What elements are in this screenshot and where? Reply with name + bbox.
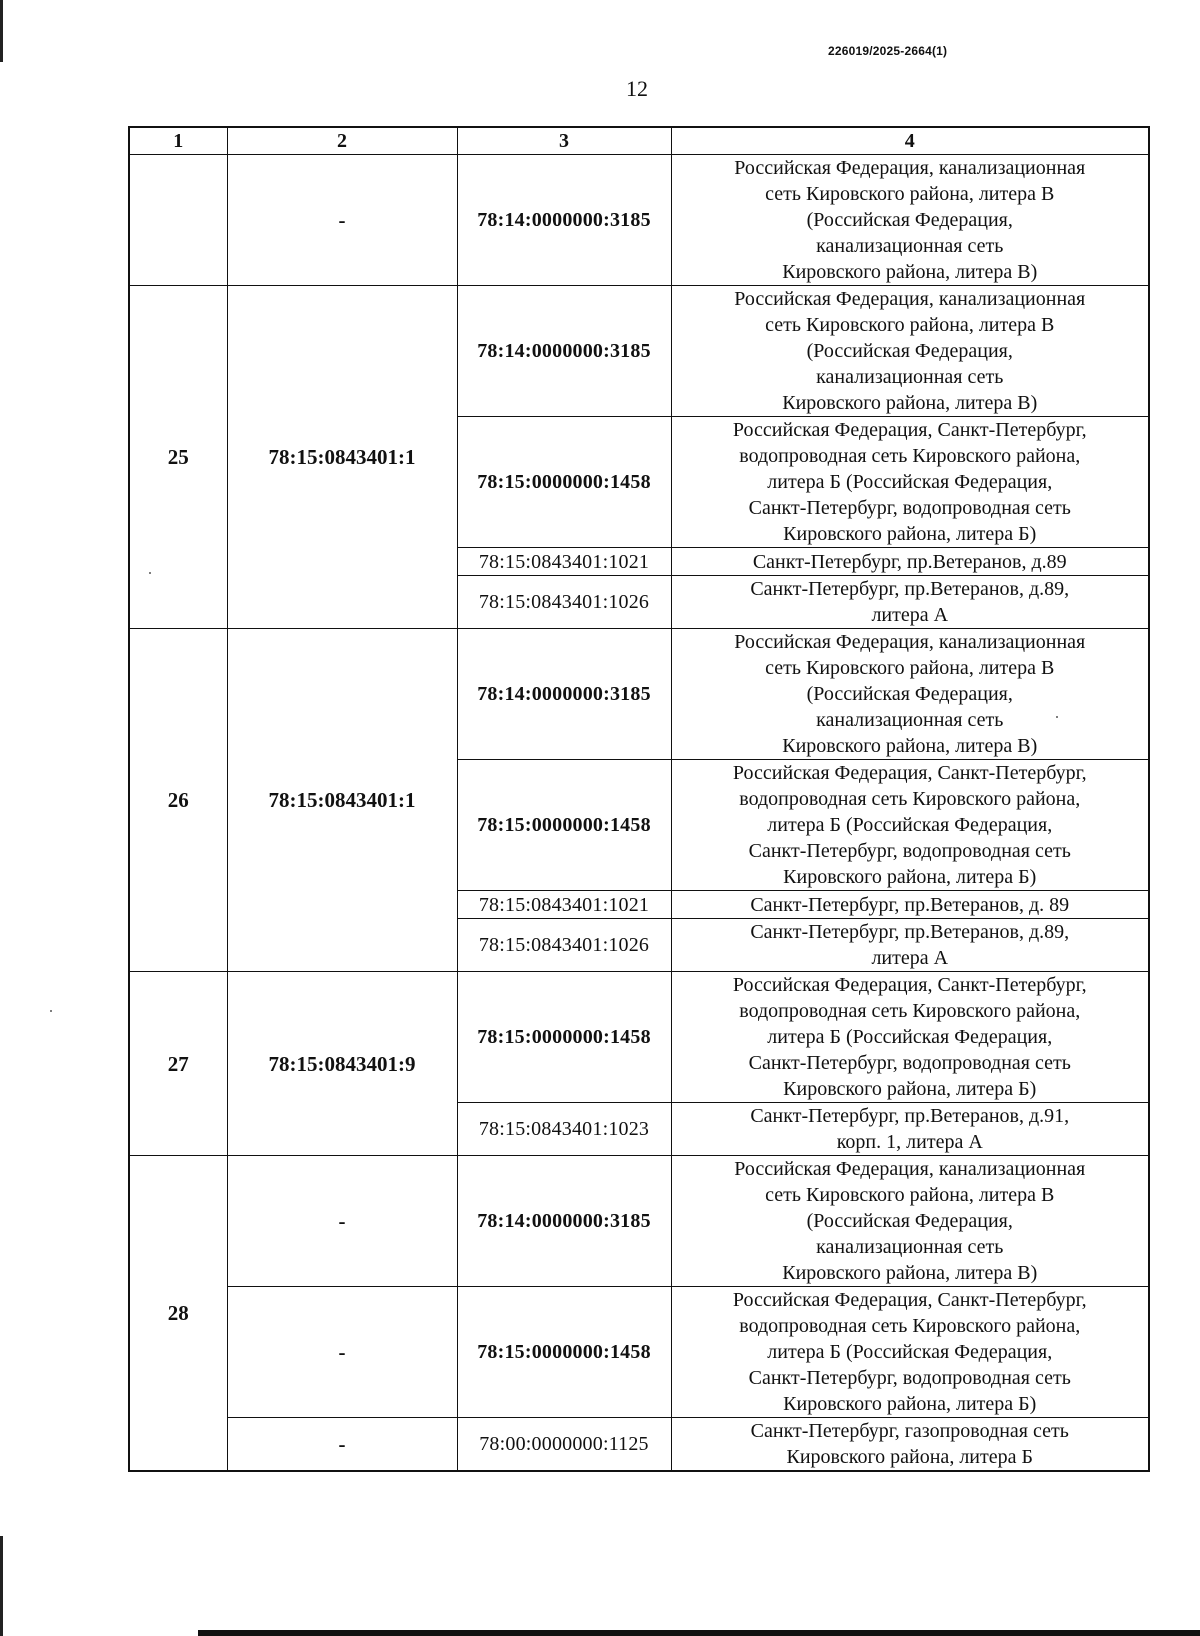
address-line: (Российская Федерация,	[806, 1210, 1013, 1232]
register-table-wrapper	[128, 126, 1148, 1472]
address-line: (Российская Федерация,	[806, 683, 1013, 705]
address-line: Санкт-Петербург, водопроводная сеть	[748, 1367, 1071, 1389]
address-line: корп. 1, литера А	[836, 1131, 983, 1153]
address-line: Российская Федерация, канализационная	[734, 631, 1086, 653]
column-header-1: 1	[129, 127, 227, 155]
address-line: Кировского района, литера Б)	[783, 523, 1037, 545]
object-cadastral-cell: 78:14:0000000:3185	[457, 286, 671, 417]
parcel-cadastral-cell: -	[227, 1418, 457, 1472]
object-cadastral-cell: 78:15:0000000:1458	[457, 1287, 671, 1418]
address-cell	[671, 1156, 1149, 1287]
address-line: Кировского района, литера В)	[782, 392, 1038, 414]
object-cadastral-cell: 78:15:0000000:1458	[457, 760, 671, 891]
address-line: Кировского района, литера В)	[782, 261, 1038, 283]
address-line: Санкт-Петербург, пр.Ветеранов, д.91,	[750, 1105, 1070, 1127]
parcel-cadastral-cell: -	[227, 1156, 457, 1287]
address-line: водопроводная сеть Кировского района,	[739, 445, 1081, 467]
row-number-cell: 28	[129, 1156, 227, 1472]
address-line: (Российская Федерация,	[806, 340, 1013, 362]
object-cadastral-cell: 78:00:0000000:1125	[457, 1418, 671, 1472]
row-number-cell: 26	[129, 629, 227, 972]
address-line: сеть Кировского района, литера В	[765, 183, 1055, 205]
column-header-2: 2	[227, 127, 457, 155]
address-line: Кировского района, литера В)	[782, 735, 1038, 757]
parcel-cadastral-cell: 78:15:0843401:1	[227, 286, 457, 629]
address-cell	[671, 155, 1149, 286]
address-cell	[671, 891, 1149, 919]
address-line: Санкт-Петербург, газопроводная сеть	[750, 1420, 1069, 1442]
address-cell	[671, 548, 1149, 576]
address-line: Кировского района, литера Б)	[783, 1393, 1037, 1415]
table-row	[129, 629, 1149, 760]
parcel-cadastral-cell: 78:15:0843401:1	[227, 629, 457, 972]
table-row	[129, 972, 1149, 1103]
table-header-row	[129, 127, 1149, 155]
address-line: Санкт-Петербург, пр.Ветеранов, д.89	[752, 550, 1067, 573]
table-row	[129, 1418, 1149, 1472]
scan-edge-bottom	[198, 1630, 1200, 1636]
register-table	[128, 126, 1150, 1472]
object-cadastral-cell: 78:15:0843401:1026	[457, 919, 671, 972]
object-cadastral-cell: 78:15:0843401:1026	[457, 576, 671, 629]
address-cell	[671, 760, 1149, 891]
address-line: Российская Федерация, канализационная	[734, 288, 1086, 310]
address-cell	[671, 629, 1149, 760]
table-body	[129, 155, 1149, 1472]
scan-edge-left-bottom	[0, 1536, 3, 1636]
parcel-cadastral-cell: -	[227, 1287, 457, 1418]
column-header-4: 4	[671, 127, 1149, 155]
parcel-cadastral-cell: 78:15:0843401:9	[227, 972, 457, 1156]
address-line: Санкт-Петербург, водопроводная сеть	[748, 1052, 1071, 1074]
address-line: Кировского района, литера Б)	[783, 1078, 1037, 1100]
row-number-cell: 25	[129, 286, 227, 629]
address-cell	[671, 972, 1149, 1103]
address-line: канализационная сеть	[816, 1236, 1004, 1258]
object-cadastral-cell: 78:14:0000000:3185	[457, 155, 671, 286]
row-number-cell	[129, 155, 227, 286]
address-line: канализационная сеть	[816, 709, 1004, 731]
address-line: сеть Кировского района, литера В	[765, 1184, 1055, 1206]
address-cell	[671, 1418, 1149, 1472]
address-line: канализационная сеть	[816, 366, 1004, 388]
address-cell	[671, 576, 1149, 629]
scan-speck	[50, 1010, 52, 1012]
address-line: сеть Кировского района, литера В	[765, 657, 1055, 679]
address-line: канализационная сеть	[816, 235, 1004, 257]
object-cadastral-cell: 78:15:0843401:1021	[457, 891, 671, 919]
page-number: 12	[626, 76, 648, 101]
address-line: литера А	[871, 947, 949, 969]
parcel-cadastral-cell: -	[227, 155, 457, 286]
address-line: сеть Кировского района, литера В	[765, 314, 1055, 336]
address-line: Кировского района, литера Б)	[783, 866, 1037, 888]
address-line: Российская Федерация, канализационная	[734, 1158, 1086, 1180]
address-line: литера Б (Российская Федерация,	[767, 1026, 1053, 1048]
table-row	[129, 286, 1149, 417]
address-line: Российская Федерация, Санкт-Петербург,	[732, 419, 1087, 441]
address-line: литера А	[871, 604, 949, 626]
address-cell	[671, 417, 1149, 548]
object-cadastral-cell: 78:14:0000000:3185	[457, 629, 671, 760]
address-line: Российская Федерация, Санкт-Петербург,	[732, 762, 1087, 784]
object-cadastral-cell: 78:15:0843401:1023	[457, 1103, 671, 1156]
address-line: Санкт-Петербург, пр.Ветеранов, д. 89	[750, 893, 1070, 916]
address-cell	[671, 1287, 1149, 1418]
address-line: водопроводная сеть Кировского района,	[739, 1000, 1081, 1022]
address-cell	[671, 1103, 1149, 1156]
object-cadastral-cell: 78:15:0843401:1021	[457, 548, 671, 576]
address-cell	[671, 286, 1149, 417]
object-cadastral-cell: 78:14:0000000:3185	[457, 1156, 671, 1287]
table-row	[129, 1287, 1149, 1418]
address-line: литера Б (Российская Федерация,	[767, 471, 1053, 493]
address-line: (Российская Федерация,	[806, 209, 1013, 231]
address-line: Санкт-Петербург, водопроводная сеть	[748, 497, 1071, 519]
address-cell	[671, 919, 1149, 972]
address-line: Кировского района, литера Б	[786, 1446, 1033, 1468]
address-line: водопроводная сеть Кировского района,	[739, 1315, 1081, 1337]
address-line: Российская Федерация, канализационная	[734, 157, 1086, 179]
address-line: Кировского района, литера В)	[782, 1262, 1038, 1284]
address-line: литера Б (Российская Федерация,	[767, 1341, 1053, 1363]
table-row	[129, 155, 1149, 286]
address-line: литера Б (Российская Федерация,	[767, 814, 1053, 836]
row-number-cell: 27	[129, 972, 227, 1156]
table-row	[129, 1156, 1149, 1287]
document-id: 226019/2025-2664(1)	[828, 44, 948, 58]
object-cadastral-cell: 78:15:0000000:1458	[457, 417, 671, 548]
address-line: Санкт-Петербург, пр.Ветеранов, д.89,	[750, 921, 1070, 943]
address-line: Российская Федерация, Санкт-Петербург,	[732, 1289, 1087, 1311]
address-line: водопроводная сеть Кировского района,	[739, 788, 1081, 810]
address-line: Санкт-Петербург, водопроводная сеть	[748, 840, 1071, 862]
object-cadastral-cell: 78:15:0000000:1458	[457, 972, 671, 1103]
address-line: Санкт-Петербург, пр.Ветеранов, д.89,	[750, 578, 1070, 600]
column-header-3: 3	[457, 127, 671, 155]
address-line: Российская Федерация, Санкт-Петербург,	[732, 974, 1087, 996]
scan-edge-left-top	[0, 0, 3, 62]
